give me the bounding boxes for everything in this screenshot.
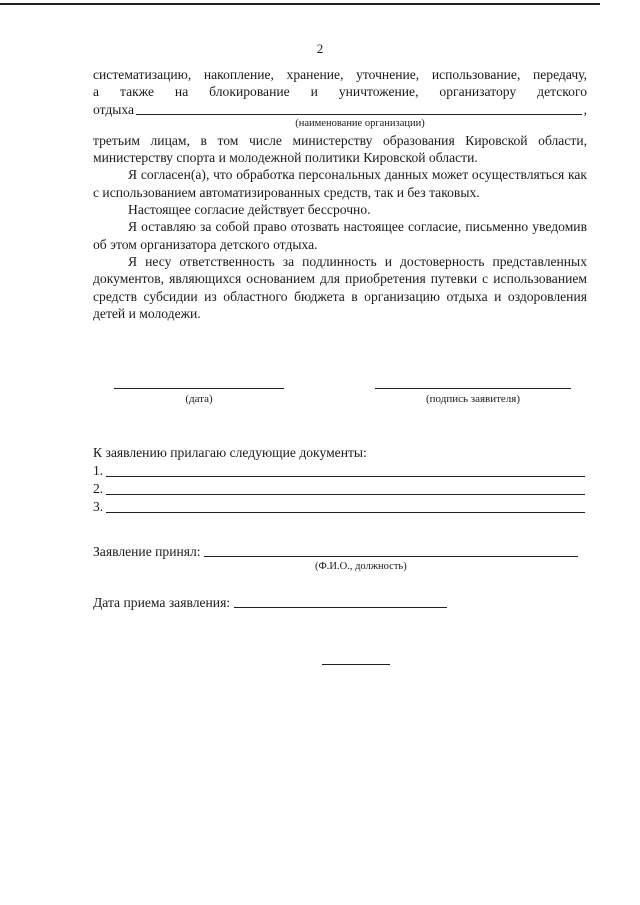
- attachment-item: [93, 462, 585, 480]
- attachments-heading: К заявлению прилагаю следующие документы:: [93, 445, 367, 460]
- paragraph-1-continuation: третьим лицам, в том числе министерству образования Кировской области, министерству спорта и молодежной политики Кировской области.: [93, 132, 587, 166]
- organization-label: отдыха: [93, 101, 135, 117]
- organization-comma: ,: [583, 101, 587, 117]
- date-line[interactable]: [114, 388, 284, 389]
- paragraph-1-line-1: систематизацию, накопление, хранение, уточнение, использование, передачу,: [93, 67, 587, 82]
- organization-name-field[interactable]: [136, 101, 582, 115]
- receipt-date-field[interactable]: [234, 594, 447, 608]
- applicant-signature-caption: (подпись заявителя): [425, 393, 521, 405]
- accepted-by-row: [93, 543, 578, 560]
- paragraph-responsibility: Я несу ответственность за подлинность и достоверность представленных документов, являющихся основанием для приобретения путевки с использованием средств субсидии из областного бюджета в организацию отдыха и оздоровления детей и молодежи.: [93, 253, 587, 321]
- paragraph-validity: Настоящее согласие действует бессрочно.: [128, 202, 371, 218]
- attachment-item: [93, 498, 585, 516]
- document-end-line: [322, 664, 390, 665]
- page-number: 2: [316, 41, 324, 56]
- receipt-date-row: [93, 594, 447, 611]
- accepted-by-label: Заявление принял:: [93, 544, 201, 559]
- date-caption: (дата): [185, 393, 213, 405]
- accepted-by-caption: (Ф.И.О., должность): [315, 561, 407, 572]
- paragraph-processing-consent: Я согласен(а), что обработка персональных данных может осуществляться как с использованием автоматизированных средств, так и без таковых.: [93, 167, 587, 200]
- attachment-number: 3.: [93, 499, 104, 514]
- top-border-line: [0, 3, 600, 5]
- applicant-signature-line[interactable]: [375, 388, 571, 389]
- attachment-field-3[interactable]: [106, 499, 585, 513]
- date-signature-block: [114, 388, 284, 405]
- attachments-section: [93, 444, 585, 516]
- organization-caption: (наименование организации): [295, 117, 425, 129]
- consent-text: [93, 66, 587, 322]
- attachment-item: [93, 480, 585, 498]
- paragraph-1-line-2: а также на блокирование и уничтожение, организатору детского: [93, 84, 587, 100]
- attachment-number: 2.: [93, 481, 104, 496]
- accepted-by-field[interactable]: [204, 543, 578, 557]
- applicant-signature-block: [375, 388, 571, 405]
- receipt-date-label: Дата приема заявления:: [93, 595, 231, 610]
- paragraph-revocation: Я оставляю за собой право отозвать настоящее согласие, письменно уведомив об этом организатора детского отдыха.: [93, 219, 587, 252]
- attachment-field-2[interactable]: [106, 481, 585, 495]
- attachment-field-1[interactable]: [106, 463, 585, 477]
- attachment-number: 1.: [93, 463, 104, 478]
- accepted-by-section: [93, 543, 578, 572]
- organization-field-row: [93, 101, 587, 118]
